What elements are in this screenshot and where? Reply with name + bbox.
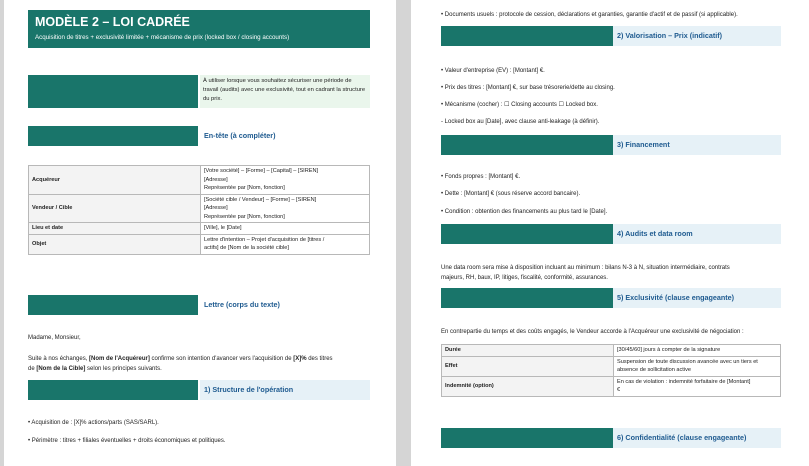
section-header-lettre (28, 295, 370, 315)
table-value-cell (201, 194, 370, 223)
table-value-line: actifs] de [Nom de la société cible] (204, 245, 289, 251)
bullet-item: • Dette : [Montant] € (sous réserve accord bancaire). (441, 191, 581, 197)
bullet-subitem: - Locked box au [Date], avec clause anti-leakage (à définir). (441, 119, 600, 125)
section-header-confidentialite (441, 428, 781, 448)
section-header-structure (28, 380, 370, 400)
table-key-cell: Acquéreur (29, 166, 201, 195)
section-title: 4) Audits et data room (613, 224, 781, 244)
title-banner (28, 10, 370, 48)
table-value-cell (201, 234, 370, 254)
bullet-item: • Prix des titres : [Montant] €, sur base trésorerie/dette au closing. (441, 85, 615, 91)
table-key-cell: Vendeur / Cible (29, 194, 201, 223)
table-row (29, 194, 370, 223)
section-title: 6) Confidentialité (clause engageante) (613, 428, 781, 448)
table-row (442, 345, 781, 357)
table-value-cell (614, 376, 781, 396)
table-value-line: [Société cible / Vendeur] – [Forme] – [SIREN] (204, 196, 317, 203)
table-key-cell: Indemnité (option) (442, 376, 614, 396)
section-title: Lettre (corps du texte) (200, 295, 370, 315)
greeting: Madame, Monsieur, (28, 335, 81, 341)
section-header-exclusivite (441, 288, 781, 308)
section-title: 2) Valorisation – Prix (indicatif) (613, 26, 781, 46)
table-key-cell: Durée (442, 345, 614, 357)
intro-note: À utiliser lorsque vous souhaitez sécuriser une période de travail (audits) avec une exclusivité, tout en cadrant la structure du prix. (200, 75, 370, 108)
document-page-2 (411, 0, 809, 466)
exclusivity-table (441, 344, 781, 397)
letter-paragraph-line-2: de [Nom de la Cible] selon les principes suivants. (28, 366, 162, 372)
table-row (442, 356, 781, 376)
table-value-line: Représentée par [Nom, fonction] (204, 213, 285, 220)
table-value-line: Lettre d'intention – Projet d'acquisition de [titres / (204, 236, 325, 243)
bullet-item: • Fonds propres : [Montant] €. (441, 174, 521, 180)
letter-paragraph-line-1: Suite à nos échanges, [Nom de l'Acquéreur] confirme son intention d'avancer vers l'acquisition de [X]% des titres (28, 356, 333, 362)
section-header-financement (441, 135, 781, 155)
table-value-line: [Adresse] (204, 205, 228, 211)
audit-text-line: Une data room sera mise à disposition incluant au minimum : bilans N-3 à N, situation intermédiaire, contrats (441, 265, 730, 271)
document-title: MODÈLE 2 – LOI CADRÉE (35, 15, 190, 29)
table-value-line: € (617, 387, 621, 393)
header-table (28, 165, 370, 255)
table-row (29, 234, 370, 254)
table-value-line: Représentée par [Nom, fonction] (204, 185, 285, 191)
audit-text-line: majeurs, RH, baux, IP, litiges, fiscalité, conformité, assurances. (441, 275, 608, 281)
table-value-line: [Ville], le [Date] (204, 225, 242, 231)
table-value-line: En cas de violation : indemnité forfaitaire de [Montant] (617, 378, 751, 385)
exclusivity-text: En contrepartie du temps et des coûts engagés, le Vendeur accorde à l'Acquéreur une exclusivité de négociation : (441, 329, 744, 335)
section-title: En-tête (à compléter) (200, 126, 370, 146)
document-page-1 (4, 0, 396, 466)
bullet-item: • Acquisition de : [X]% actions/parts (SAS/SARL). (28, 420, 159, 426)
table-value-line: [Adresse] (204, 176, 228, 183)
table-value-line: [30/45/60] jours à compter de la signature (617, 347, 721, 353)
bullet-item: • Documents usuels : protocole de cession, déclarations et garanties, garantie d'actif et de passif (si applicable). (441, 12, 738, 18)
table-key-cell: Objet (29, 234, 201, 254)
intro-note-block (28, 75, 370, 108)
section-header-entete (28, 126, 370, 146)
table-value-cell (614, 345, 781, 357)
bullet-item: • Valeur d'entreprise (EV) : [Montant] €. (441, 68, 545, 74)
section-header-valorisation (441, 26, 781, 46)
table-value-cell (614, 356, 781, 376)
section-title: 1) Structure de l'opération (200, 380, 370, 400)
section-header-audits (441, 224, 781, 244)
table-value-cell (201, 166, 370, 195)
section-title: 3) Financement (613, 135, 781, 155)
table-row (442, 376, 781, 396)
table-key-cell: Effet (442, 356, 614, 376)
table-value-cell (201, 223, 370, 235)
bullet-item: • Condition : obtention des financements au plus tard le [Date]. (441, 209, 608, 215)
bullet-item: • Mécanisme (cocher) : ☐ Closing accounts ☐ Locked box. (441, 102, 598, 108)
table-row (29, 166, 370, 195)
section-title: 5) Exclusivité (clause engageante) (613, 288, 781, 308)
table-value-line: [Votre société] – [Forme] – [Capital] – [SIREN] (204, 168, 319, 174)
table-value-line: Suspension de toute discussion avancée avec un tiers et (617, 358, 758, 365)
table-value-line: absence de sollicitation active (617, 367, 692, 373)
table-row (29, 223, 370, 235)
table-key-cell: Lieu et date (29, 223, 201, 235)
document-subtitle: Acquisition de titres + exclusivité limitée + mécanisme de prix (locked box / closing accounts) (35, 34, 290, 41)
bullet-item: • Périmètre : titres + filiales éventuelles + droits économiques et politiques. (28, 438, 226, 444)
